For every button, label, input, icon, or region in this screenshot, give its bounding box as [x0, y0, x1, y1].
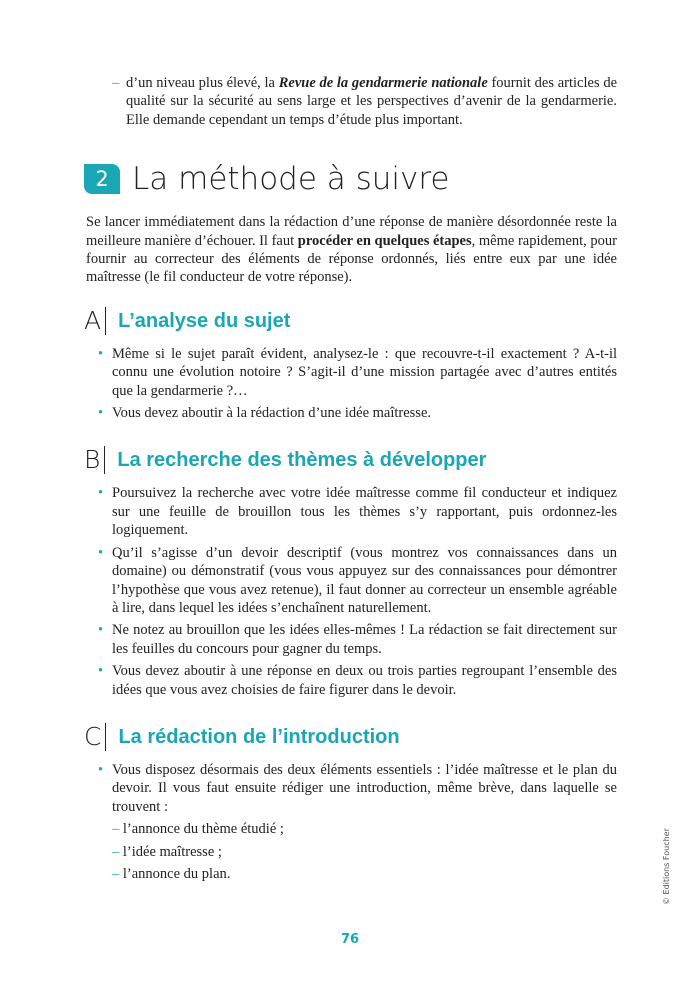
subsection-heading-a — [84, 307, 617, 335]
subsection-letter: A — [84, 307, 106, 335]
bullet: • — [98, 405, 104, 422]
item-text: Vous devez aboutir à la rédaction d’une idée maîtresse. — [112, 405, 432, 422]
list-item — [98, 484, 617, 539]
dash-marker: – — [112, 865, 120, 882]
item-text: Qu’il s’agisse d’un devoir descriptif (vous montrez vos connaissances dans un domaine) ou démonstratif (vous vous appuyez sur des connaissances pour démontrer l’hypothèse que vous avez retenue), il faut donner au correcteur un ensemble agréable à lire, dans lequel les idées s’enchaînent naturellement. — [112, 544, 617, 616]
sub-item — [112, 843, 617, 861]
list-item — [98, 345, 617, 400]
sub-item — [112, 820, 617, 838]
bullet: • — [98, 544, 104, 561]
item-text: Même si le sujet paraît évident, analysez-le : que recouvre-t-il exactement ? A-t-il connu une évolution notoire ? S’agit-il d’une mission partagée avec d’autres entités que la gendarmerie ?… — [112, 345, 617, 399]
journal-title: Revue de la gendarmerie nationale — [278, 75, 488, 91]
item-text: Ne notez au brouillon que les idées elles-mêmes ! La rédaction se fait directement sur les feuilles du concours pour gagner du temps. — [112, 622, 617, 657]
dash-marker: – — [112, 75, 120, 91]
item-text: Vous devez aboutir à une réponse en deux ou trois parties regroupant l’ensemble des idées que vous avez choisies de faire figurer dans le devoir. — [112, 663, 617, 698]
subsection-title: L’analyse du sujet — [118, 309, 291, 332]
section-title: La méthode à suivre — [132, 161, 450, 198]
bullet-list-c — [98, 761, 617, 887]
dash-marker: – — [112, 843, 120, 860]
intro-paragraph — [112, 74, 617, 129]
sub-list — [112, 820, 617, 883]
list-item — [98, 662, 617, 699]
lead-paragraph — [86, 213, 617, 287]
item-text: Vous disposez désormais des deux éléments essentiels : l’idée maîtresse et le plan du devoir. Il vous faut ensuite rédiger une introduction, même brève, dans laquelle se trouvent : — [112, 761, 617, 815]
bullet: • — [98, 485, 104, 502]
sub-item-text: l’annonce du plan. — [122, 865, 231, 882]
bullet-list-b — [98, 484, 617, 702]
lead-bold: procéder en quelques étapes — [297, 232, 472, 249]
list-item — [98, 544, 617, 618]
item-text: Poursuivez la recherche avec votre idée maîtresse comme fil conducteur et indiquez sur une feuille de brouillon tous les thèmes s’y rapportant, puis ordonnez-les logiquement. — [112, 485, 617, 539]
subsection-heading-c — [84, 723, 617, 751]
dash-marker: – — [112, 821, 120, 838]
bullet: • — [98, 345, 104, 362]
subsection-title: La rédaction de l’introduction — [118, 725, 400, 748]
lead-text: , même rapidement, pour fournir au correcteur des éléments de réponse ordonnés, liés entre eux par une idée maîtresse (le fil conducteur de votre réponse). — [86, 232, 617, 286]
bullet: • — [98, 663, 104, 680]
bullet: • — [98, 761, 104, 778]
list-item — [98, 761, 617, 883]
subsection-heading-b — [84, 446, 617, 474]
bullet: • — [98, 622, 104, 639]
list-item — [98, 404, 617, 422]
intro-text: fournit des articles de qualité sur la sécurité au sens large et les perspectives d’avenir de la gendarmerie. Elle demande cependant un temps d’étude plus important. — [126, 75, 618, 128]
list-item — [98, 621, 617, 658]
sub-item-text: l’annonce du thème étudié ; — [122, 821, 284, 838]
page-number: 76 — [340, 931, 360, 947]
subsection-letter: C — [84, 723, 106, 751]
intro-text: d’un niveau plus élevé, la — [126, 75, 279, 91]
copyright: © Éditions Foucher — [662, 828, 671, 905]
lead-text: Se lancer immédiatement dans la rédaction d’une réponse de manière désordonnée reste la meilleure manière d’échouer. Il faut — [86, 214, 617, 249]
bullet-list-a — [98, 345, 617, 427]
section-heading — [84, 159, 617, 199]
subsection-letter: B — [84, 446, 105, 474]
sub-item-text: l’idée maîtresse ; — [122, 843, 222, 860]
sub-item — [112, 865, 617, 883]
section-number: 2 — [84, 164, 120, 194]
subsection-title: La recherche des thèmes à développer — [117, 449, 487, 472]
